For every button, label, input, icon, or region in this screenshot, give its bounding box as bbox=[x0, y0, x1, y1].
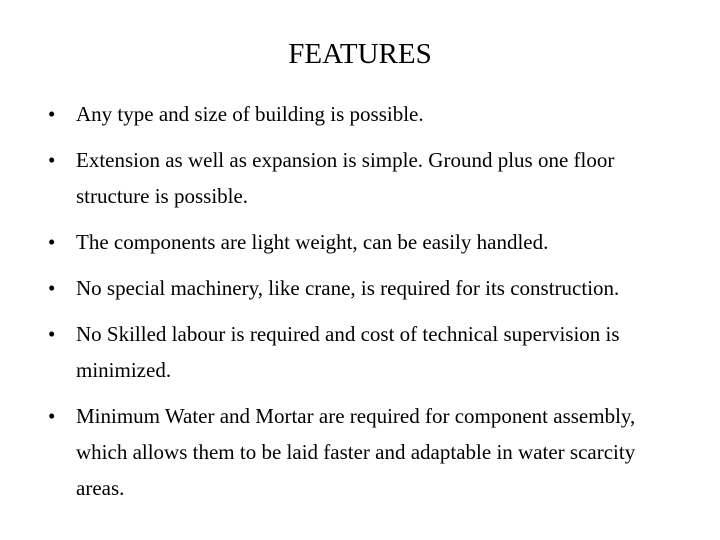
bullet-item bbox=[48, 270, 688, 306]
bullet-list bbox=[48, 96, 688, 516]
bullet-icon: • bbox=[48, 276, 56, 300]
bullet-text: The components are light weight, can be easily handled. bbox=[76, 230, 549, 254]
slide-title: FEATURES bbox=[288, 38, 432, 70]
bullet-text: Any type and size of building is possible. bbox=[76, 102, 424, 126]
bullet-item bbox=[48, 398, 688, 506]
bullet-icon: • bbox=[48, 322, 56, 346]
bullet-text: Extension as well as expansion is simple. Ground plus one floor structure is possible. bbox=[76, 148, 615, 208]
bullet-item bbox=[48, 224, 688, 260]
bullet-item bbox=[48, 142, 688, 214]
bullet-text: Minimum Water and Mortar are required for component assembly, which allows them to be laid faster and adaptable in water scarcity areas. bbox=[76, 404, 636, 500]
bullet-text: No special machinery, like crane, is required for its construction. bbox=[76, 276, 620, 300]
bullet-icon: • bbox=[48, 148, 56, 172]
bullet-text: No Skilled labour is required and cost of technical supervision is minimized. bbox=[76, 322, 620, 382]
bullet-item bbox=[48, 96, 688, 132]
bullet-icon: • bbox=[48, 404, 56, 428]
bullet-icon: • bbox=[48, 102, 56, 126]
bullet-icon: • bbox=[48, 230, 56, 254]
bullet-item bbox=[48, 316, 688, 388]
